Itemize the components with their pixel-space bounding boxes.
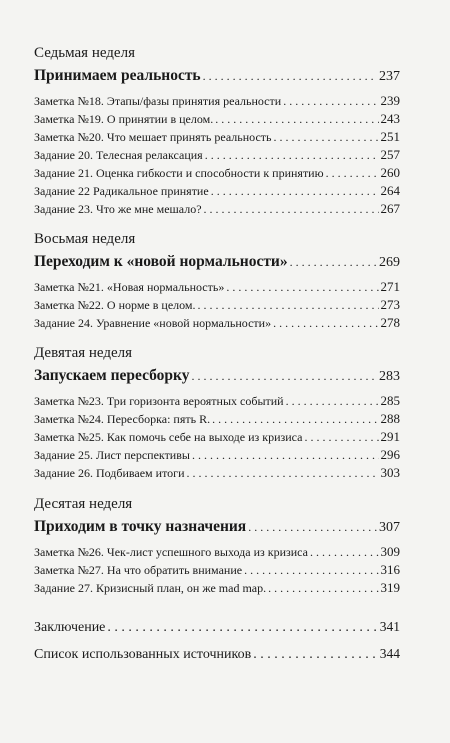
page-number: 296	[380, 447, 400, 462]
section-heading	[34, 366, 400, 386]
toc-entry	[34, 182, 400, 200]
entry-title: Заметка №26. Чек-лист успешного выхода из кризиса	[34, 545, 308, 559]
toc-entry	[34, 200, 400, 218]
entry-title: Заметка №19. О принятии в целом.	[34, 112, 214, 126]
entry-title: Заметка №22. О норме в целом.	[34, 298, 196, 312]
entry-title: Задание 20. Телесная релаксация	[34, 148, 203, 162]
toc-entry	[34, 164, 400, 182]
page-number: 243	[380, 111, 400, 126]
entry-title: Заметка №23. Три горизонта вероятных событий	[34, 394, 284, 408]
page-number: 271	[380, 279, 400, 294]
page-number: 285	[380, 393, 400, 408]
toc-entry	[34, 446, 400, 464]
page-number: 316	[380, 562, 400, 577]
toc-conclusion	[34, 617, 400, 638]
heading-title: Переходим к «новой нормальности»	[34, 253, 288, 270]
toc-entry	[34, 561, 400, 579]
dot-leader	[244, 561, 378, 579]
entry-title: Задание 25. Лист перспективы	[34, 448, 190, 462]
dot-leader	[326, 164, 379, 182]
dot-leader	[273, 314, 378, 332]
entry-title: Задание 22 Радикальное принятие	[34, 184, 209, 198]
week-label: Седьмая неделя	[34, 45, 135, 61]
entry-title: Задание 26. Подбиваем итоги	[34, 466, 185, 480]
page-number: 303	[380, 465, 400, 480]
heading-title: Приходим в точку назначения	[34, 518, 247, 535]
entry-title: Задание 21. Оценка гибкости и способности к принятию	[34, 166, 324, 180]
page-number: 251	[380, 129, 400, 144]
toc-entry	[34, 410, 400, 428]
toc-entry	[34, 428, 400, 446]
sources-title: Список использованных источников	[34, 647, 252, 662]
toc-entry	[34, 92, 400, 110]
toc-entry	[34, 128, 400, 146]
dot-leader	[290, 252, 377, 272]
page-number: 260	[380, 165, 400, 180]
page-number: 291	[380, 429, 400, 444]
dot-leader	[226, 278, 378, 296]
entry-title: Задание 27. Кризисный план, он же mad map.	[34, 581, 267, 595]
toc-section-week-7	[34, 44, 400, 218]
toc-entry	[34, 110, 400, 128]
toc-entry	[34, 543, 400, 561]
dot-leader	[212, 410, 378, 428]
page-number: 273	[380, 297, 400, 312]
toc-sources	[34, 644, 400, 665]
dot-leader	[215, 110, 378, 128]
page-number: 237	[379, 69, 400, 84]
page-number: 257	[380, 147, 400, 162]
dot-leader	[283, 92, 378, 110]
dot-leader	[187, 464, 379, 482]
page-number: 341	[379, 619, 400, 634]
dot-leader	[198, 296, 379, 314]
page-number: 278	[380, 315, 400, 330]
dot-leader	[205, 146, 379, 164]
page-number: 288	[380, 411, 400, 426]
dot-leader	[304, 428, 378, 446]
toc-entry	[34, 314, 400, 332]
dot-leader	[192, 446, 379, 464]
heading-title: Принимаем реальность	[34, 67, 201, 84]
entry-title: Заметка №18. Этапы/фазы принятия реальности	[34, 94, 282, 108]
entry-title: Заметка №21. «Новая нормальность»	[34, 280, 225, 294]
heading-title: Запускаем пересборку	[34, 367, 190, 384]
toc-entry	[34, 146, 400, 164]
dot-leader	[310, 543, 379, 561]
week-label: Девятая неделя	[34, 345, 133, 361]
page-number: 309	[380, 544, 400, 559]
dot-leader	[286, 392, 379, 410]
toc-section-week-8	[34, 230, 400, 332]
entry-title: Задание 24. Уравнение «новой нормальности»	[34, 316, 272, 330]
dot-leader	[248, 517, 377, 537]
entry-title: Заметка №25. Как помочь себе на выходе из кризиса	[34, 430, 303, 444]
page-number: 269	[379, 255, 400, 270]
dot-leader	[107, 618, 377, 638]
dot-leader	[274, 128, 379, 146]
section-heading	[34, 66, 400, 86]
toc-entry	[34, 392, 400, 410]
toc-entry	[34, 278, 400, 296]
page-number: 239	[380, 93, 400, 108]
page-number: 264	[380, 183, 400, 198]
entry-title: Заметка №24. Пересборка: пять R.	[34, 412, 211, 426]
toc-section-week-10	[34, 495, 400, 597]
section-heading	[34, 252, 400, 272]
page-number: 283	[379, 369, 400, 384]
dot-leader	[192, 366, 377, 386]
page-number: 267	[380, 201, 400, 216]
entry-title: Задание 23. Что же мне мешало?	[34, 202, 202, 216]
entry-title: Заметка №27. На что обратить внимание	[34, 563, 243, 577]
dot-leader	[204, 200, 379, 218]
section-heading	[34, 517, 400, 537]
toc-entry	[34, 579, 400, 597]
week-label: Десятая неделя	[34, 496, 133, 512]
entry-title: Заметка №20. Что мешает принять реальность	[34, 130, 272, 144]
toc-entry	[34, 296, 400, 314]
dot-leader	[211, 182, 379, 200]
dot-leader	[253, 645, 378, 665]
page-number: 344	[379, 646, 400, 661]
page-number: 307	[379, 520, 400, 535]
page-number: 319	[380, 580, 400, 595]
conclusion-title: Заключение	[34, 620, 106, 635]
toc-section-week-9	[34, 344, 400, 482]
week-label: Восьмая неделя	[34, 231, 136, 247]
toc-entry	[34, 464, 400, 482]
dot-leader	[268, 579, 378, 597]
dot-leader	[203, 66, 377, 86]
table-of-contents	[34, 44, 400, 665]
